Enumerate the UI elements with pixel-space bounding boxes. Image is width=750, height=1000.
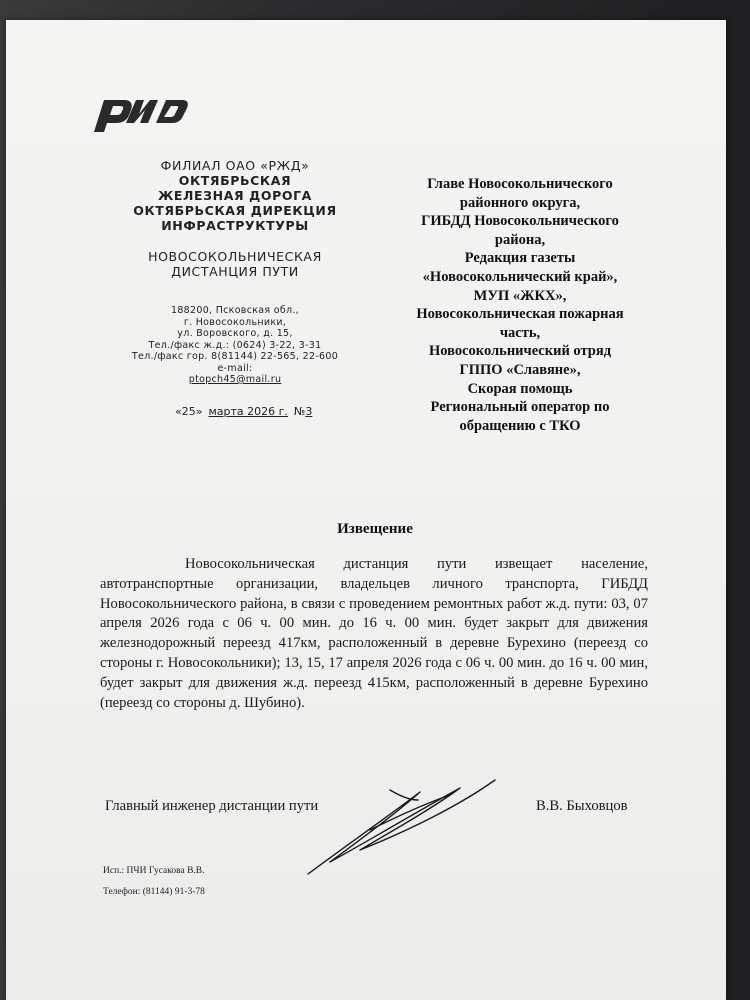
address-line: ул. Воровского, д. 15, [177,328,293,339]
recipient-line: ГППО «Славяне», [459,361,581,378]
doc-number-label: № [293,405,306,418]
recipient-line: Новосокольнический отряд [428,343,612,360]
address-line: Тел./факс гор. 8(81144) 22-565, 22-600 [131,351,339,362]
email-line [110,363,360,386]
branch-line-1: ФИЛИАЛ ОАО «РЖД» [160,158,310,173]
notice-body: Новосокольническая дистанция пути извещает население, автотранспортные организации, владельцев личного транспорта, ГИБДД Новосокольнического района, в связи с проведением ремонтных работ ж.д. пути: 03, 07 апреля 2026 года с 06 ч. 00 мин. до 16 ч. 00 мин. будет закрыт для движения железнодорожный переезд 417км, расположенный в деревне Бурехино (переезд со стороны г. Новосокольники); 13, 15, 17 апреля 2026 года с 06 ч. 00 мин. до 16 ч. 00 мин, будет закрыт для движения ж.д. переезд 415км, расположенный в деревне Бурехино (переезд со стороны д. Шубино). [100,556,648,711]
phone-line: Телефон: (81144) 91-3-78 [103,887,205,897]
unit-line-2: ДИСТАНЦИЯ ПУТИ [171,264,299,279]
recipient-line: районного округа, [459,194,581,211]
recipients-block [380,175,660,435]
recipient-line: часть, [499,324,541,341]
address-line: 188200, Псковская обл., [170,305,300,316]
recipient-line: Редакция газеты [464,250,576,267]
recipient-line: Скорая помощь [467,380,573,397]
handwritten-signature [300,770,500,880]
date-day: «25» [175,405,203,418]
signer-name: В.В. Быховцов [536,798,628,814]
address-line: г. Новосокольники, [183,316,287,328]
unit-line-1: НОВОСОКОЛЬНИЧЕСКАЯ [148,249,322,264]
recipient-line: Региональный оператор по [430,399,610,416]
notice-title: Извещение [337,521,413,537]
branch-line-2: ОКТЯБРЬСКАЯ [178,173,292,188]
executor-line: Исп.: ПЧИ Гусакова В.В. [103,866,205,876]
recipient-line: района, [494,231,546,248]
recipient-line: «Новосокольнический край», [422,268,618,285]
branch-line-4: ОКТЯБРЬСКАЯ ДИРЕКЦИЯ [133,203,337,218]
sub-unit-title [110,249,360,279]
signer-position: Главный инженер дистанции пути [105,798,319,814]
rzd-logo-icon [90,90,190,135]
recipient-line: обращению с ТКО [459,417,581,434]
recipient-line: Главе Новосокольнического [427,176,613,192]
email-prefix: e-mail: [217,362,253,374]
email-link[interactable]: ptopch45@mail.ru [188,374,282,385]
address-block [110,305,360,386]
recipient-line: МУП «ЖКХ», [473,287,567,304]
address-line: Тел./факс ж.д.: (0624) 3-22, 3-31 [148,339,322,351]
date-month-year: марта 2026 г. [208,405,288,418]
branch-title [110,158,360,233]
branch-line-5: ИНФРАСТРУКТУРЫ [161,218,309,233]
recipient-line: Новосокольническая пожарная [416,306,624,323]
recipient-line: ГИБДД Новосокольнического [421,213,619,230]
document-date [175,405,312,418]
branch-line-3: ЖЕЛЕЗНАЯ ДОРОГА [158,188,312,203]
doc-number: 3 [305,405,313,418]
organization-header [110,158,360,386]
